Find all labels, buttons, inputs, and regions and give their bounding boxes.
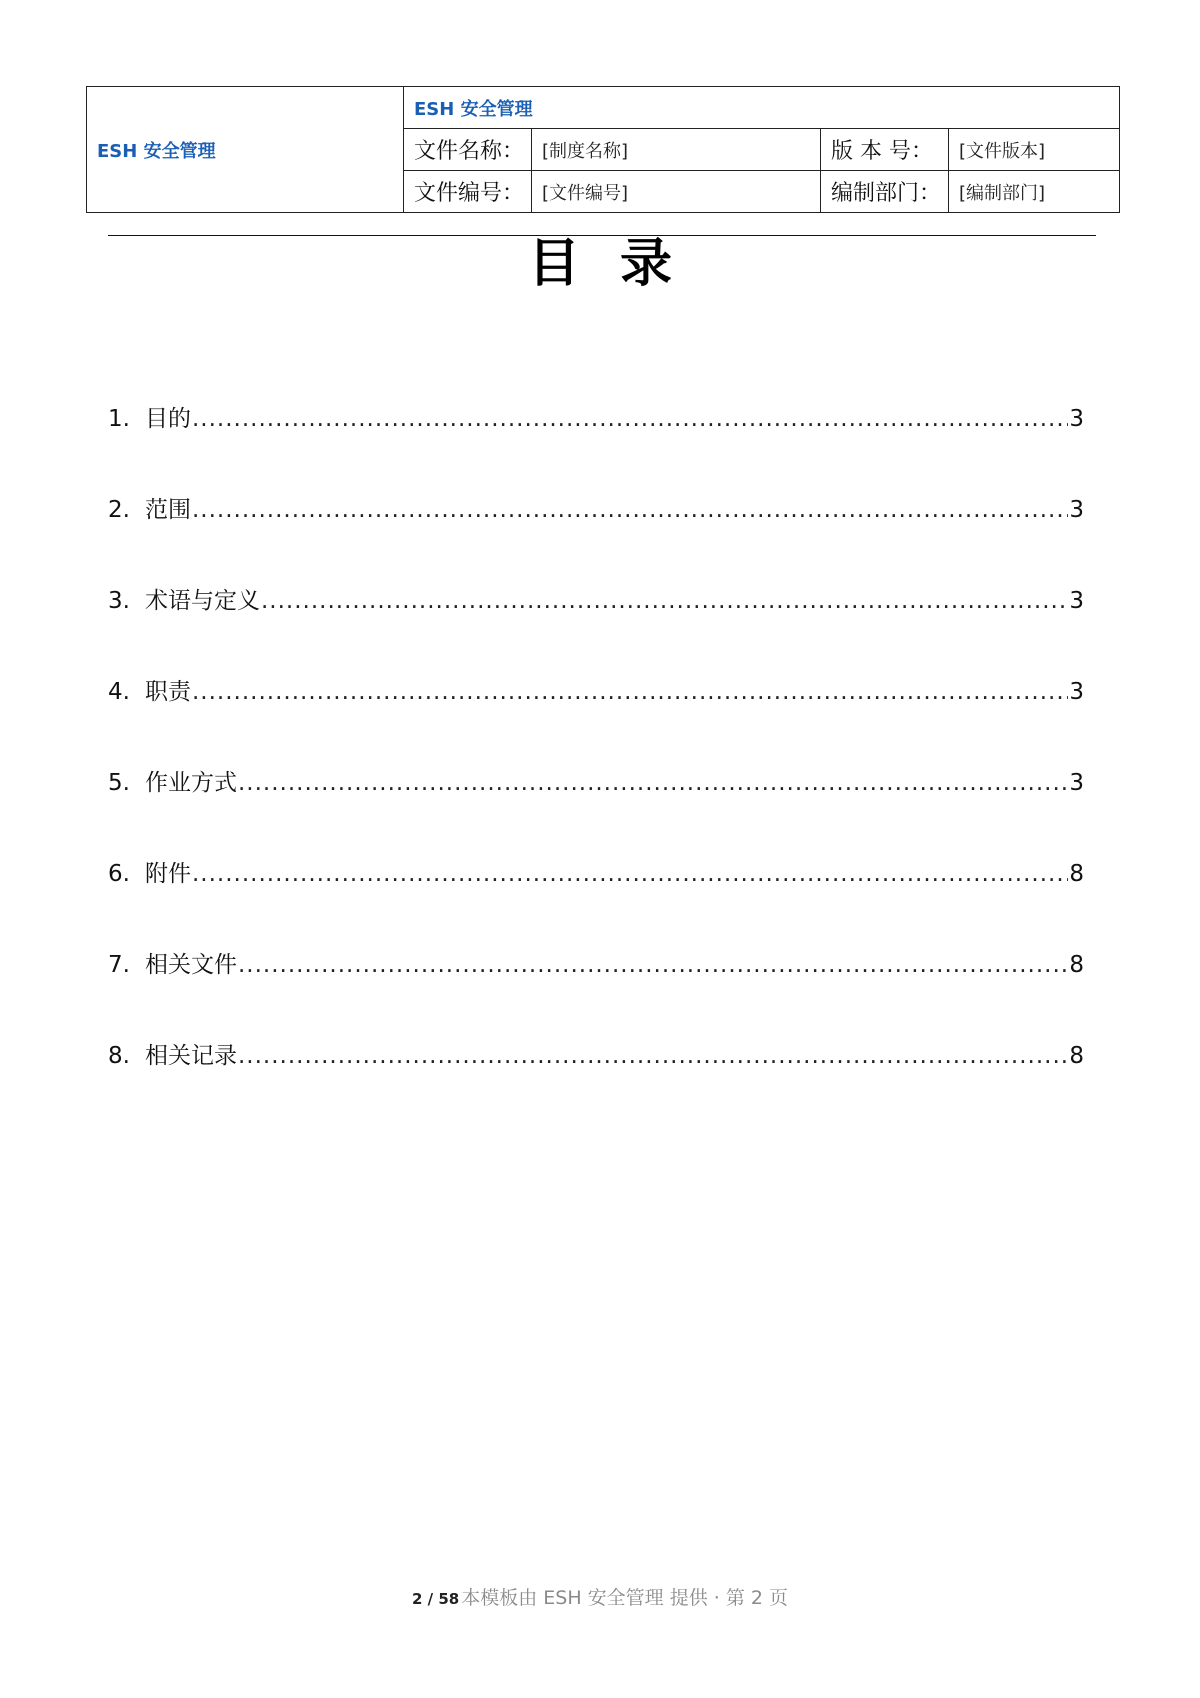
toc-leader-dots (192, 679, 1068, 705)
toc-item-page: 3 (1069, 588, 1084, 614)
toc-item-number: 8. (108, 1043, 130, 1069)
toc-item-text: 术语与定义 (145, 588, 260, 614)
toc-list (108, 400, 1084, 1128)
toc-item-page: 3 (1069, 679, 1084, 705)
toc-leader-dots (192, 406, 1068, 432)
toc-item-number: 3. (108, 588, 130, 614)
version-label: 版 本 号： (821, 129, 949, 171)
toc-item-text: 职责 (145, 679, 191, 705)
version-value: [文件版本] (949, 129, 1120, 171)
toc-item-page: 3 (1069, 497, 1084, 523)
toc-item[interactable] (108, 400, 1084, 491)
toc-leader-dots (192, 497, 1068, 523)
toc-item-page: 3 (1069, 406, 1084, 432)
toc-item[interactable] (108, 764, 1084, 855)
toc-item-number: 4. (108, 679, 130, 705)
toc-item-number: 7. (108, 952, 130, 978)
toc-item-text: 范围 (145, 497, 191, 523)
toc-item-page: 8 (1069, 1043, 1084, 1069)
header-top-brand: ESH 安全管理 (404, 87, 1120, 129)
toc-item-page: 8 (1069, 861, 1084, 887)
page-footer (0, 1583, 1200, 1610)
toc-item-page: 8 (1069, 952, 1084, 978)
toc-item-text: 目的 (145, 406, 191, 432)
toc-item[interactable] (108, 673, 1084, 764)
toc-item[interactable] (108, 1037, 1084, 1128)
toc-title: 目录 (527, 234, 712, 294)
toc-item-text: 作业方式 (145, 770, 237, 796)
page-counter: 2 / 58 (412, 1590, 460, 1608)
toc-leader-dots (238, 1043, 1068, 1069)
file-number-value: [文件编号] (532, 171, 821, 213)
toc-item[interactable] (108, 855, 1084, 946)
toc-item-number: 6. (108, 861, 130, 887)
toc-leader-dots (238, 952, 1068, 978)
toc-item[interactable] (108, 946, 1084, 1037)
header-left-brand: ESH 安全管理 (87, 87, 404, 213)
toc-item[interactable] (108, 491, 1084, 582)
toc-item-text: 附件 (145, 861, 191, 887)
document-header-table (86, 86, 1120, 213)
file-number-label: 文件编号： (404, 171, 532, 213)
toc-item-page: 3 (1069, 770, 1084, 796)
toc-item[interactable] (108, 582, 1084, 673)
department-label: 编制部门： (821, 171, 949, 213)
toc-leader-dots (261, 588, 1068, 614)
toc-leader-dots (238, 770, 1068, 796)
toc-item-number: 5. (108, 770, 130, 796)
toc-leader-dots (192, 861, 1068, 887)
department-value: [编制部门] (949, 171, 1120, 213)
file-name-label: 文件名称： (404, 129, 532, 171)
toc-item-text: 相关记录 (145, 1043, 237, 1069)
footer-text: 本模板由 ESH 安全管理 提供 · 第 2 页 (461, 1587, 788, 1609)
toc-item-text: 相关文件 (145, 952, 237, 978)
toc-item-number: 2. (108, 497, 130, 523)
file-name-value: [制度名称] (532, 129, 821, 171)
toc-item-number: 1. (108, 406, 130, 432)
